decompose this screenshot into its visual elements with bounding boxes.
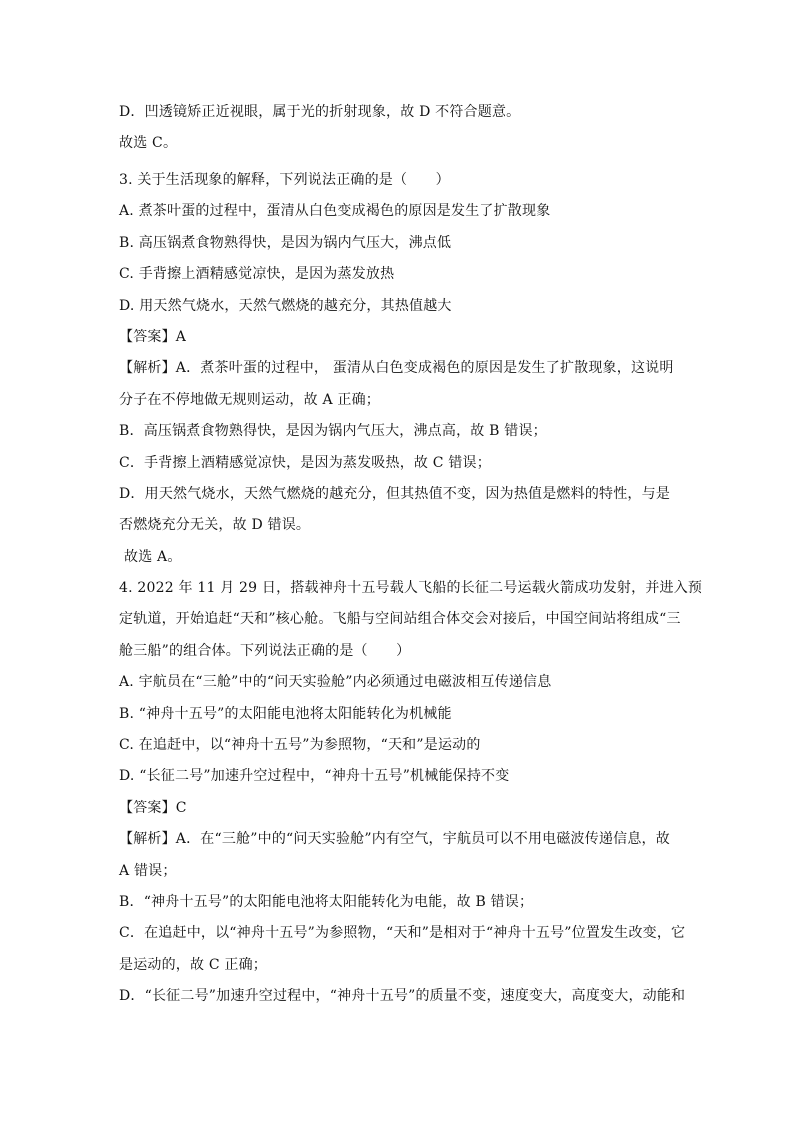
question-3-option-a: A. 煮茶叶蛋的过程中，蛋清从白色变成褐色的原因是发生了扩散现象	[119, 203, 551, 219]
question-4-option-b: B. “神舟十五号”的太阳能电池将太阳能转化为机械能	[119, 706, 452, 722]
question-4-analysis-line-4: C．在追赶中，以“神舟十五号”为参照物，“天和”是相对于“神舟十五号”位置发生改变，它	[119, 925, 686, 941]
option-d-prev-explanation: D．凹透镜矫正近视眼，属于光的折射现象，故 D 不符合题意。	[119, 104, 521, 120]
question-4-analysis-line-1: 【解析】A．在“三舱”中的“问天实验舱”内有空气，宇航员可以不用电磁波传递信息，故	[119, 831, 670, 847]
question-3-analysis-line-6: 否燃烧充分无关，故 D 错误。	[119, 517, 311, 533]
question-4-analysis-line-5: 是运动的，故 C 正确；	[119, 957, 268, 973]
question-4-stem-line-3: 舱三船”的组合体。下列说法正确的是（ ）	[119, 643, 411, 659]
question-3-analysis-line-1: 【解析】A．煮茶叶蛋的过程中， 蛋清从白色变成褐色的原因是发生了扩散现象，这说明	[119, 360, 674, 376]
question-3-analysis-line-5: D．用天然气烧水，天然气燃烧的越充分，但其热值不变，因为热值是燃料的特性，与是	[119, 486, 671, 502]
question-4-option-c: C. 在追赶中，以“神舟十五号”为参照物，“天和”是运动的	[119, 737, 481, 753]
question-4-analysis-line-6: D．“长征二号”加速升空过程中，“神舟十五号”的质量不变，速度变大，高度变大，动能和	[119, 988, 686, 1004]
question-3-select: 故选 A。	[124, 549, 182, 565]
question-4-stem-line-1: 4. 2022 年 11 月 29 日，搭载神舟十五号载人飞船的长征二号运载火箭成功发射，并进入预	[119, 580, 703, 596]
question-3-analysis-line-4: C．手背擦上酒精感觉凉快，是因为蒸发吸热，故 C 错误；	[119, 455, 491, 471]
question-4-answer: 【答案】C	[119, 800, 187, 816]
question-3-stem: 3. 关于生活现象的解释，下列说法正确的是（ ）	[119, 172, 450, 188]
question-4-option-a: A. 宇航员在“三舱”中的“问天实验舱”内必须通过电磁波相互传递信息	[119, 674, 552, 690]
prev-answer-select: 故选 C。	[119, 135, 178, 151]
question-4-option-d: D. “长征二号”加速升空过程中，“神舟十五号”机械能保持不变	[119, 768, 510, 784]
question-3-option-b: B. 高压锅煮食物熟得快，是因为锅内气压大，沸点低	[119, 235, 452, 251]
question-3-analysis-line-2: 分子在不停地做无规则运动，故 A 正确；	[119, 392, 381, 408]
question-4-analysis-line-2: A 错误；	[119, 863, 177, 879]
question-3-option-c: C. 手背擦上酒精感觉凉快，是因为蒸发放热	[119, 266, 395, 282]
question-4-analysis-line-3: B．“神舟十五号”的太阳能电池将太阳能转化为电能，故 B 错误；	[119, 894, 534, 910]
question-3-analysis-line-3: B．高压锅煮食物熟得快，是因为锅内气压大，沸点高，故 B 错误；	[119, 423, 547, 439]
question-3-answer: 【答案】A	[119, 329, 187, 345]
question-4-stem-line-2: 定轨道，开始追赶“天和”核心舱。飞船与空间站组合体交会对接后，中国空间站将组成“三	[119, 611, 681, 627]
question-3-option-d: D. 用天然气烧水，天然气燃烧的越充分，其热值越大	[119, 298, 452, 314]
